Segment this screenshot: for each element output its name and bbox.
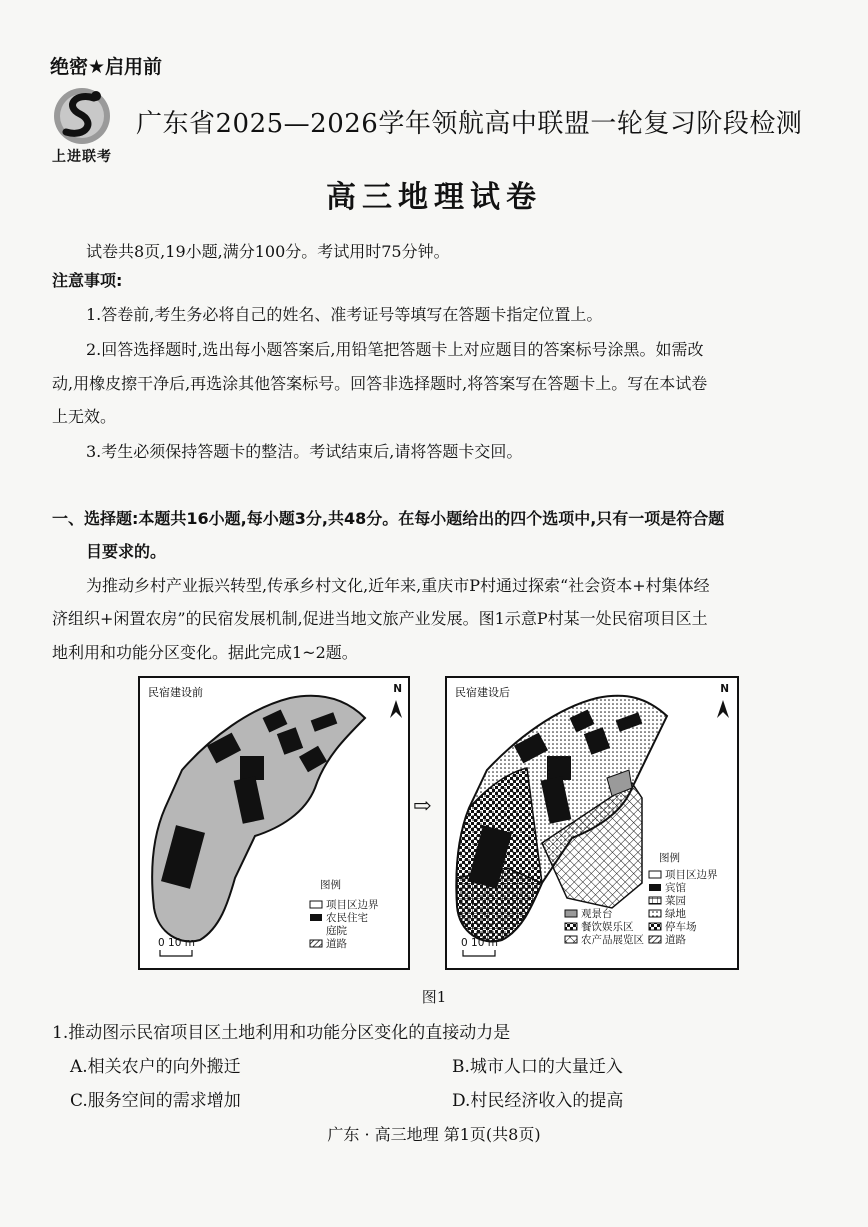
map-after-title: 民宿建设后: [455, 686, 510, 699]
passage-line-2: 济组织+闲置农房”的民宿发展机制,促进当地文旅产业发展。图1示意P村某一处民宿项目区土: [52, 609, 708, 628]
section-heading-line-2: 目要求的。: [86, 542, 167, 561]
figure-caption: 图1: [421, 988, 447, 1006]
legend-swatch-boundary: [649, 871, 661, 878]
section-heading-line-1: 一、选择题:本题共16小题,每小题3分,共48分。在每小题给出的四个选项中,只有一项是符合题: [52, 509, 725, 528]
subject-title: 高三地理试卷: [326, 180, 542, 215]
question-1-option-d: D.村民经济收入的提高: [452, 1091, 624, 1111]
exam-intro: 试卷共8页,19小题,满分100分。考试用时75分钟。: [86, 242, 450, 261]
legend-swatch-hotel: [649, 884, 661, 891]
north-arrow-icon: [390, 700, 402, 718]
legend-swatch-dining: [565, 923, 577, 930]
map-before-drawing: [140, 678, 408, 968]
legend-label: 道路: [326, 938, 347, 950]
legend-swatch-road: [310, 940, 322, 947]
transition-arrow-icon: ⇨: [413, 794, 432, 819]
scale-bar: [160, 950, 192, 956]
north-label: N: [393, 683, 402, 695]
legend-label: 观景台: [581, 908, 613, 920]
legend-swatch-garden: [649, 897, 661, 904]
scale-label: 0 10 m: [158, 937, 195, 949]
north-arrow-icon: [717, 700, 729, 718]
question-1-option-c: C.服务空间的需求增加: [70, 1091, 241, 1111]
legend-label: 道路: [665, 934, 686, 946]
question-1-stem: 1.推动图示民宿项目区土地利用和功能分区变化的直接动力是: [52, 1023, 511, 1043]
north-label: N: [720, 683, 729, 695]
passage-line-3: 地利用和功能分区变化。据此完成1~2题。: [52, 643, 358, 662]
notice-heading: 注意事项:: [52, 271, 123, 290]
house: [240, 756, 264, 780]
question-1-option-a: A.相关农户的向外搬迁: [70, 1057, 241, 1077]
passage-line-1: 为推动乡村产业振兴转型,传承乡村文化,近年来,重庆市P村通过探索“社会资本+村集体经: [86, 576, 710, 595]
legend-label: 庭院: [326, 925, 347, 937]
legend-label: 农产品展览区: [581, 934, 644, 946]
logo-text: 上进联考: [52, 149, 112, 165]
legend-swatch-viewing: [565, 910, 577, 917]
hotel: [547, 756, 571, 780]
notice-item-1: 1.答卷前,考生务必将自己的姓名、准考证号等填写在答题卡指定位置上。: [86, 305, 603, 324]
map-before: [138, 676, 410, 970]
legend-label: 项目区边界: [665, 869, 718, 881]
legend-swatch-house: [310, 914, 322, 921]
legend-heading: 图例: [320, 879, 341, 891]
notice-item-2-line-2: 动,用橡皮擦干净后,再选涂其他答案标号。回答非选择题时,将答案写在答题卡上。写在本试卷: [52, 374, 708, 393]
legend-swatch-parking: [649, 923, 661, 930]
legend-swatch-road: [649, 936, 661, 943]
legend-swatch-boundary: [310, 901, 322, 908]
legend-label: 菜园: [665, 895, 686, 907]
legend-label: 餐饮娱乐区: [581, 921, 634, 933]
question-1-option-b: B.城市人口的大量迁入: [452, 1057, 623, 1077]
legend-label: 项目区边界: [326, 899, 379, 911]
map-after-drawing: [447, 678, 737, 968]
legend-swatch-green: [649, 910, 661, 917]
scale-label: 0 10 m: [461, 937, 498, 949]
map-before-title: 民宿建设前: [148, 686, 203, 699]
legend-heading: 图例: [659, 852, 680, 864]
scale-bar: [463, 950, 495, 956]
notice-item-3: 3.考生必须保持答题卡的整洁。考试结束后,请将答题卡交回。: [86, 442, 523, 461]
notice-item-2-line-1: 2.回答选择题时,选出每小题答案后,用铅笔把答题卡上对应题目的答案标号涂黑。如需改: [86, 340, 704, 359]
page-footer: 广东 · 高三地理 第1页(共8页): [327, 1125, 541, 1144]
legend-swatch-exhibition: [565, 936, 577, 943]
notice-item-2-line-3: 上无效。: [52, 407, 117, 426]
legend-label: 绿地: [665, 908, 686, 920]
legend-label: 农民住宅: [326, 912, 368, 924]
legend-label: 停车场: [665, 921, 697, 933]
exam-title: 广东省2025—2026学年领航高中联盟一轮复习阶段检测: [136, 109, 803, 139]
secret-label: 绝密★启用前: [50, 56, 163, 78]
map-after: [445, 676, 739, 970]
legend-label: 宾馆: [665, 882, 686, 894]
